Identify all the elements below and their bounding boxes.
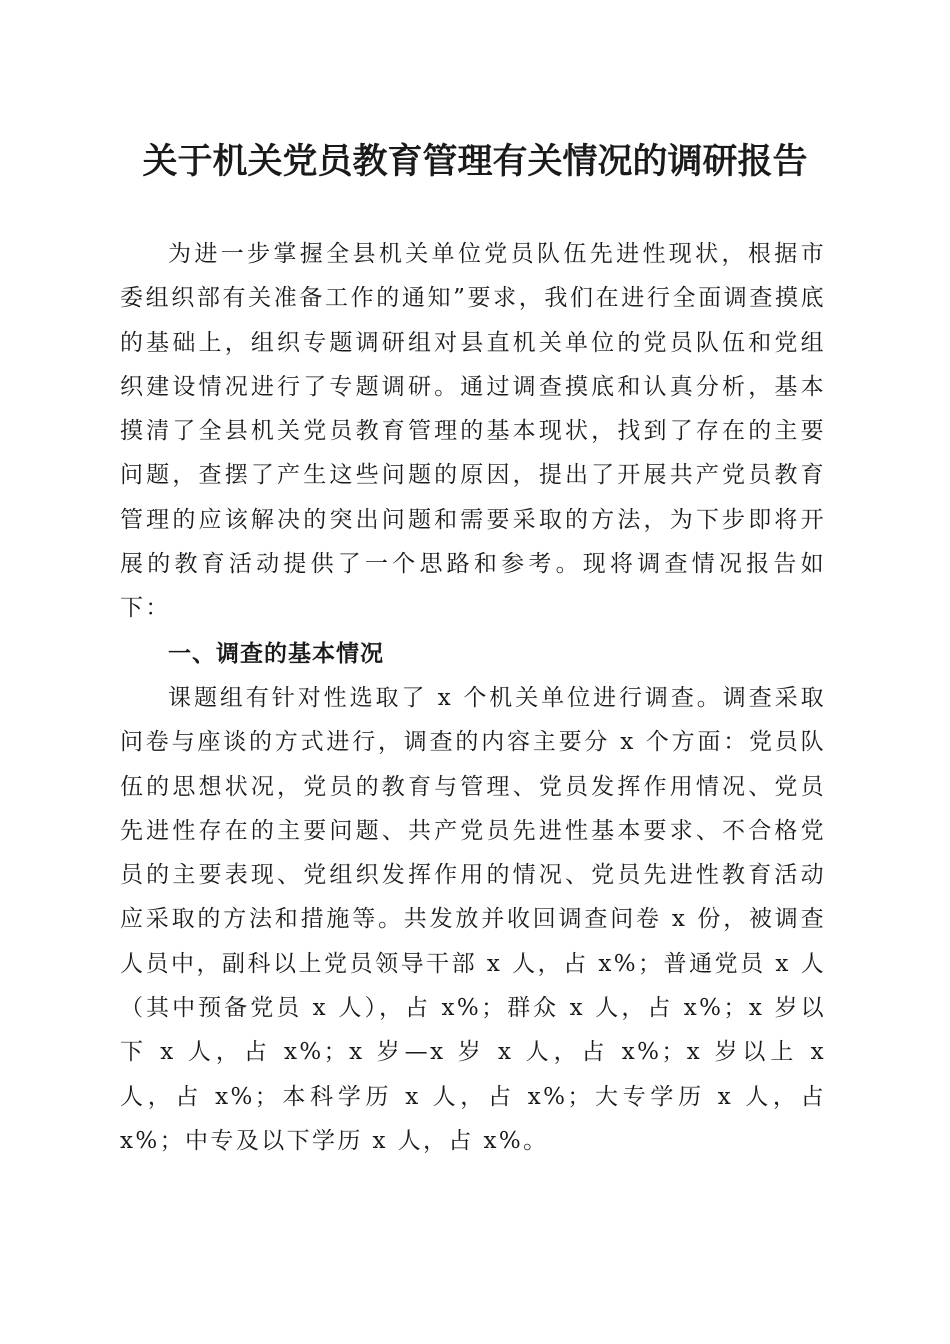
document-title: 关于机关党员教育管理有关情况的调研报告 (142, 141, 808, 182)
section-heading: 一、调查的基本情况 (168, 641, 384, 667)
intro-paragraph: 为进一步掌握全县机关单位党员队伍先进性现状，根据市委组织部有关准备工作的通知”要求，我们在进行全面调查摸底的基础上，组织专题调研组对县直机关单位的党员队伍和党组织建设情况进行了专题调研。通过调查摸底和认真分析，基本摸清了全县机关党员教育管理的基本现状，找到了存在的主要问题，查摆了产生这些问题的原因，提出了开展共产党员教育管理的应该解决的突出问题和需要采取的方法，为下步即将开展的教育活动提供了一个思路和参考。现将调查情况报告如下： (120, 241, 826, 622)
section-paragraph: 课题组有针对性选取了 x 个机关单位进行调查。调查采取问卷与座谈的方式进行，调查的内容主要分 x 个方面：党员队伍的思想状况，党员的教育与管理、党员发挥作用情况、党员先进性存在的主要问题、共产党员先进性基本要求、不合格党员的主要表现、党组织发挥作用的情况、党员先进性教育活动应采取的方法和措施等。共发放并收回调查问卷 x 份，被调查人员中，副科以上党员领导干部 x 人，占 x%；普通党员 x 人（其中预备党员 x 人），占 x%；群众 x 人，占 x%；x 岁以下 x 人，占 x%；x 岁—x 岁 x 人，占 x%；x 岁以上 x 人，占 x%；本科学历 x 人，占 x%；大专学历 x 人，占 x%；中专及以下学历 x 人，占 x%。 (120, 685, 826, 1154)
